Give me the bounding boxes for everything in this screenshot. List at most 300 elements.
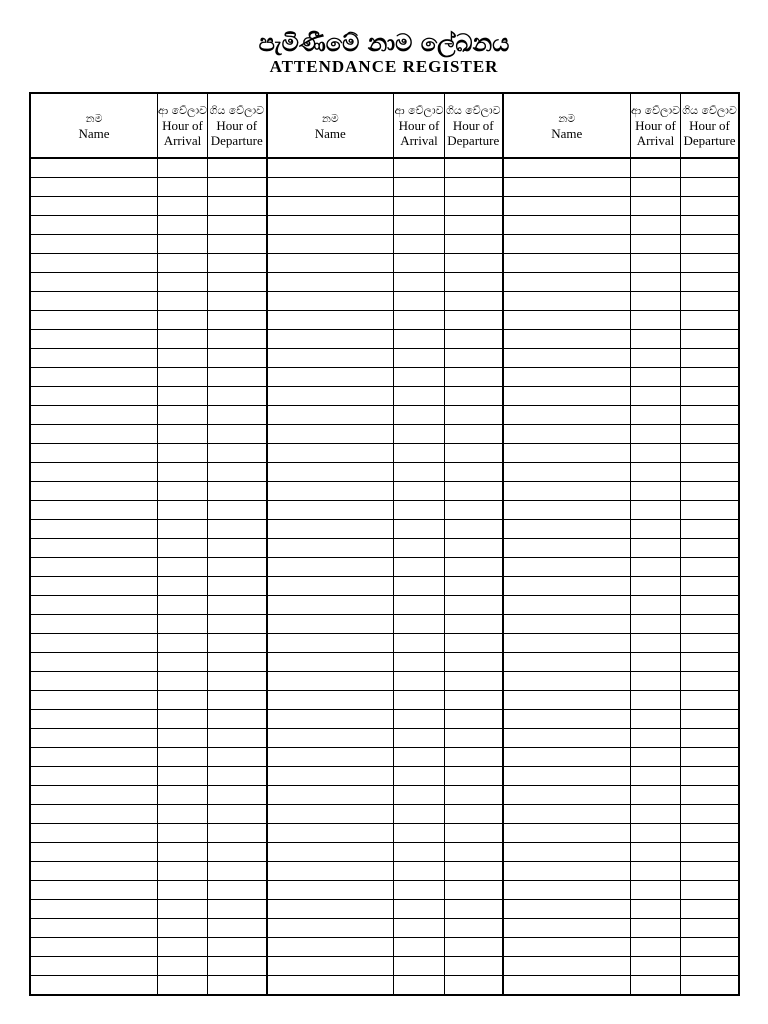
arrival-cell[interactable] bbox=[631, 957, 681, 976]
arrival-cell[interactable] bbox=[631, 539, 681, 558]
departure-cell[interactable] bbox=[208, 273, 267, 292]
departure-cell[interactable] bbox=[681, 520, 739, 539]
name-cell[interactable] bbox=[503, 444, 631, 463]
departure-cell[interactable] bbox=[445, 273, 503, 292]
arrival-cell[interactable] bbox=[394, 672, 445, 691]
arrival-cell[interactable] bbox=[158, 596, 208, 615]
departure-cell[interactable] bbox=[445, 881, 503, 900]
name-cell[interactable] bbox=[267, 767, 394, 786]
name-cell[interactable] bbox=[267, 254, 394, 273]
departure-cell[interactable] bbox=[681, 349, 739, 368]
name-cell[interactable] bbox=[503, 273, 631, 292]
name-cell[interactable] bbox=[31, 634, 158, 653]
arrival-cell[interactable] bbox=[158, 349, 208, 368]
name-cell[interactable] bbox=[267, 919, 394, 938]
name-cell[interactable] bbox=[503, 596, 631, 615]
departure-cell[interactable] bbox=[445, 197, 503, 216]
name-cell[interactable] bbox=[267, 178, 394, 197]
arrival-cell[interactable] bbox=[158, 767, 208, 786]
name-cell[interactable] bbox=[267, 482, 394, 501]
departure-cell[interactable] bbox=[681, 786, 739, 805]
arrival-cell[interactable] bbox=[158, 197, 208, 216]
departure-cell[interactable] bbox=[445, 805, 503, 824]
departure-cell[interactable] bbox=[445, 520, 503, 539]
departure-cell[interactable] bbox=[445, 596, 503, 615]
name-cell[interactable] bbox=[503, 539, 631, 558]
departure-cell[interactable] bbox=[445, 843, 503, 862]
name-cell[interactable] bbox=[503, 824, 631, 843]
arrival-cell[interactable] bbox=[631, 216, 681, 235]
arrival-cell[interactable] bbox=[631, 691, 681, 710]
arrival-cell[interactable] bbox=[394, 216, 445, 235]
name-cell[interactable] bbox=[267, 710, 394, 729]
departure-cell[interactable] bbox=[208, 824, 267, 843]
name-cell[interactable] bbox=[31, 976, 158, 995]
departure-cell[interactable] bbox=[208, 691, 267, 710]
departure-cell[interactable] bbox=[208, 577, 267, 596]
arrival-cell[interactable] bbox=[631, 254, 681, 273]
departure-cell[interactable] bbox=[445, 957, 503, 976]
name-cell[interactable] bbox=[31, 900, 158, 919]
departure-cell[interactable] bbox=[681, 957, 739, 976]
departure-cell[interactable] bbox=[208, 216, 267, 235]
name-cell[interactable] bbox=[267, 596, 394, 615]
arrival-cell[interactable] bbox=[631, 292, 681, 311]
name-cell[interactable] bbox=[267, 349, 394, 368]
name-cell[interactable] bbox=[267, 786, 394, 805]
name-cell[interactable] bbox=[31, 767, 158, 786]
arrival-cell[interactable] bbox=[631, 938, 681, 957]
arrival-cell[interactable] bbox=[631, 881, 681, 900]
departure-cell[interactable] bbox=[208, 672, 267, 691]
departure-cell[interactable] bbox=[445, 158, 503, 178]
arrival-cell[interactable] bbox=[158, 653, 208, 672]
name-cell[interactable] bbox=[31, 235, 158, 254]
departure-cell[interactable] bbox=[208, 957, 267, 976]
departure-cell[interactable] bbox=[208, 843, 267, 862]
departure-cell[interactable] bbox=[445, 425, 503, 444]
departure-cell[interactable] bbox=[208, 786, 267, 805]
departure-cell[interactable] bbox=[681, 710, 739, 729]
arrival-cell[interactable] bbox=[394, 539, 445, 558]
name-cell[interactable] bbox=[31, 691, 158, 710]
arrival-cell[interactable] bbox=[158, 805, 208, 824]
name-cell[interactable] bbox=[31, 558, 158, 577]
departure-cell[interactable] bbox=[681, 900, 739, 919]
name-cell[interactable] bbox=[503, 672, 631, 691]
arrival-cell[interactable] bbox=[394, 349, 445, 368]
name-cell[interactable] bbox=[267, 330, 394, 349]
departure-cell[interactable] bbox=[681, 311, 739, 330]
name-cell[interactable] bbox=[31, 463, 158, 482]
departure-cell[interactable] bbox=[208, 330, 267, 349]
arrival-cell[interactable] bbox=[394, 843, 445, 862]
arrival-cell[interactable] bbox=[631, 615, 681, 634]
arrival-cell[interactable] bbox=[394, 368, 445, 387]
departure-cell[interactable] bbox=[445, 824, 503, 843]
departure-cell[interactable] bbox=[208, 615, 267, 634]
departure-cell[interactable] bbox=[445, 463, 503, 482]
departure-cell[interactable] bbox=[445, 444, 503, 463]
departure-cell[interactable] bbox=[445, 501, 503, 520]
departure-cell[interactable] bbox=[681, 615, 739, 634]
arrival-cell[interactable] bbox=[394, 805, 445, 824]
name-cell[interactable] bbox=[267, 976, 394, 995]
departure-cell[interactable] bbox=[445, 938, 503, 957]
departure-cell[interactable] bbox=[445, 311, 503, 330]
departure-cell[interactable] bbox=[208, 900, 267, 919]
departure-cell[interactable] bbox=[445, 900, 503, 919]
departure-cell[interactable] bbox=[208, 862, 267, 881]
departure-cell[interactable] bbox=[445, 330, 503, 349]
departure-cell[interactable] bbox=[681, 292, 739, 311]
arrival-cell[interactable] bbox=[394, 900, 445, 919]
arrival-cell[interactable] bbox=[631, 558, 681, 577]
departure-cell[interactable] bbox=[208, 235, 267, 254]
departure-cell[interactable] bbox=[208, 178, 267, 197]
arrival-cell[interactable] bbox=[158, 501, 208, 520]
arrival-cell[interactable] bbox=[158, 615, 208, 634]
arrival-cell[interactable] bbox=[158, 729, 208, 748]
arrival-cell[interactable] bbox=[158, 691, 208, 710]
arrival-cell[interactable] bbox=[158, 178, 208, 197]
arrival-cell[interactable] bbox=[631, 824, 681, 843]
name-cell[interactable] bbox=[31, 786, 158, 805]
arrival-cell[interactable] bbox=[631, 463, 681, 482]
departure-cell[interactable] bbox=[208, 805, 267, 824]
arrival-cell[interactable] bbox=[158, 482, 208, 501]
departure-cell[interactable] bbox=[208, 349, 267, 368]
name-cell[interactable] bbox=[31, 330, 158, 349]
name-cell[interactable] bbox=[503, 634, 631, 653]
departure-cell[interactable] bbox=[208, 463, 267, 482]
departure-cell[interactable] bbox=[445, 387, 503, 406]
arrival-cell[interactable] bbox=[631, 786, 681, 805]
departure-cell[interactable] bbox=[445, 216, 503, 235]
arrival-cell[interactable] bbox=[631, 653, 681, 672]
departure-cell[interactable] bbox=[208, 425, 267, 444]
name-cell[interactable] bbox=[503, 292, 631, 311]
arrival-cell[interactable] bbox=[158, 672, 208, 691]
arrival-cell[interactable] bbox=[394, 767, 445, 786]
arrival-cell[interactable] bbox=[394, 786, 445, 805]
name-cell[interactable] bbox=[267, 273, 394, 292]
arrival-cell[interactable] bbox=[631, 425, 681, 444]
departure-cell[interactable] bbox=[445, 349, 503, 368]
name-cell[interactable] bbox=[503, 178, 631, 197]
departure-cell[interactable] bbox=[445, 919, 503, 938]
departure-cell[interactable] bbox=[681, 691, 739, 710]
departure-cell[interactable] bbox=[681, 558, 739, 577]
departure-cell[interactable] bbox=[681, 425, 739, 444]
name-cell[interactable] bbox=[267, 425, 394, 444]
departure-cell[interactable] bbox=[208, 311, 267, 330]
arrival-cell[interactable] bbox=[631, 235, 681, 254]
arrival-cell[interactable] bbox=[158, 425, 208, 444]
departure-cell[interactable] bbox=[208, 748, 267, 767]
departure-cell[interactable] bbox=[681, 805, 739, 824]
arrival-cell[interactable] bbox=[631, 748, 681, 767]
departure-cell[interactable] bbox=[681, 596, 739, 615]
name-cell[interactable] bbox=[267, 577, 394, 596]
arrival-cell[interactable] bbox=[394, 292, 445, 311]
departure-cell[interactable] bbox=[445, 577, 503, 596]
name-cell[interactable] bbox=[31, 881, 158, 900]
name-cell[interactable] bbox=[267, 216, 394, 235]
arrival-cell[interactable] bbox=[394, 653, 445, 672]
name-cell[interactable] bbox=[503, 463, 631, 482]
departure-cell[interactable] bbox=[208, 501, 267, 520]
name-cell[interactable] bbox=[267, 862, 394, 881]
name-cell[interactable] bbox=[267, 824, 394, 843]
arrival-cell[interactable] bbox=[394, 881, 445, 900]
name-cell[interactable] bbox=[267, 634, 394, 653]
departure-cell[interactable] bbox=[208, 158, 267, 178]
name-cell[interactable] bbox=[267, 900, 394, 919]
departure-cell[interactable] bbox=[208, 387, 267, 406]
arrival-cell[interactable] bbox=[158, 938, 208, 957]
name-cell[interactable] bbox=[503, 653, 631, 672]
departure-cell[interactable] bbox=[208, 634, 267, 653]
departure-cell[interactable] bbox=[208, 729, 267, 748]
departure-cell[interactable] bbox=[681, 919, 739, 938]
arrival-cell[interactable] bbox=[394, 577, 445, 596]
arrival-cell[interactable] bbox=[631, 672, 681, 691]
name-cell[interactable] bbox=[31, 843, 158, 862]
name-cell[interactable] bbox=[503, 919, 631, 938]
departure-cell[interactable] bbox=[208, 482, 267, 501]
name-cell[interactable] bbox=[503, 843, 631, 862]
arrival-cell[interactable] bbox=[394, 330, 445, 349]
name-cell[interactable] bbox=[267, 843, 394, 862]
departure-cell[interactable] bbox=[208, 653, 267, 672]
departure-cell[interactable] bbox=[208, 976, 267, 995]
name-cell[interactable] bbox=[503, 729, 631, 748]
name-cell[interactable] bbox=[503, 786, 631, 805]
departure-cell[interactable] bbox=[208, 368, 267, 387]
arrival-cell[interactable] bbox=[394, 919, 445, 938]
arrival-cell[interactable] bbox=[158, 387, 208, 406]
departure-cell[interactable] bbox=[681, 862, 739, 881]
departure-cell[interactable] bbox=[445, 976, 503, 995]
arrival-cell[interactable] bbox=[394, 482, 445, 501]
arrival-cell[interactable] bbox=[394, 862, 445, 881]
departure-cell[interactable] bbox=[208, 539, 267, 558]
arrival-cell[interactable] bbox=[631, 919, 681, 938]
arrival-cell[interactable] bbox=[394, 710, 445, 729]
arrival-cell[interactable] bbox=[394, 520, 445, 539]
departure-cell[interactable] bbox=[681, 881, 739, 900]
departure-cell[interactable] bbox=[681, 368, 739, 387]
departure-cell[interactable] bbox=[208, 919, 267, 938]
name-cell[interactable] bbox=[503, 900, 631, 919]
arrival-cell[interactable] bbox=[394, 558, 445, 577]
departure-cell[interactable] bbox=[208, 254, 267, 273]
departure-cell[interactable] bbox=[445, 710, 503, 729]
departure-cell[interactable] bbox=[681, 273, 739, 292]
arrival-cell[interactable] bbox=[394, 824, 445, 843]
name-cell[interactable] bbox=[267, 672, 394, 691]
arrival-cell[interactable] bbox=[631, 862, 681, 881]
departure-cell[interactable] bbox=[445, 292, 503, 311]
departure-cell[interactable] bbox=[681, 197, 739, 216]
arrival-cell[interactable] bbox=[394, 254, 445, 273]
name-cell[interactable] bbox=[503, 387, 631, 406]
name-cell[interactable] bbox=[31, 197, 158, 216]
arrival-cell[interactable] bbox=[631, 729, 681, 748]
departure-cell[interactable] bbox=[681, 330, 739, 349]
arrival-cell[interactable] bbox=[394, 235, 445, 254]
departure-cell[interactable] bbox=[445, 748, 503, 767]
name-cell[interactable] bbox=[503, 254, 631, 273]
name-cell[interactable] bbox=[267, 197, 394, 216]
name-cell[interactable] bbox=[267, 158, 394, 178]
departure-cell[interactable] bbox=[681, 406, 739, 425]
name-cell[interactable] bbox=[503, 957, 631, 976]
name-cell[interactable] bbox=[31, 425, 158, 444]
arrival-cell[interactable] bbox=[158, 311, 208, 330]
name-cell[interactable] bbox=[503, 748, 631, 767]
arrival-cell[interactable] bbox=[631, 976, 681, 995]
name-cell[interactable] bbox=[503, 615, 631, 634]
departure-cell[interactable] bbox=[681, 158, 739, 178]
departure-cell[interactable] bbox=[681, 653, 739, 672]
departure-cell[interactable] bbox=[681, 843, 739, 862]
arrival-cell[interactable] bbox=[631, 387, 681, 406]
name-cell[interactable] bbox=[31, 596, 158, 615]
name-cell[interactable] bbox=[503, 501, 631, 520]
name-cell[interactable] bbox=[31, 862, 158, 881]
name-cell[interactable] bbox=[503, 862, 631, 881]
arrival-cell[interactable] bbox=[158, 900, 208, 919]
arrival-cell[interactable] bbox=[394, 615, 445, 634]
arrival-cell[interactable] bbox=[394, 387, 445, 406]
name-cell[interactable] bbox=[31, 520, 158, 539]
departure-cell[interactable] bbox=[208, 596, 267, 615]
arrival-cell[interactable] bbox=[631, 406, 681, 425]
name-cell[interactable] bbox=[267, 406, 394, 425]
name-cell[interactable] bbox=[31, 368, 158, 387]
name-cell[interactable] bbox=[31, 577, 158, 596]
arrival-cell[interactable] bbox=[394, 634, 445, 653]
arrival-cell[interactable] bbox=[158, 558, 208, 577]
departure-cell[interactable] bbox=[208, 938, 267, 957]
departure-cell[interactable] bbox=[681, 767, 739, 786]
departure-cell[interactable] bbox=[445, 767, 503, 786]
name-cell[interactable] bbox=[267, 387, 394, 406]
departure-cell[interactable] bbox=[208, 520, 267, 539]
departure-cell[interactable] bbox=[681, 235, 739, 254]
departure-cell[interactable] bbox=[681, 539, 739, 558]
name-cell[interactable] bbox=[503, 425, 631, 444]
name-cell[interactable] bbox=[267, 311, 394, 330]
arrival-cell[interactable] bbox=[158, 881, 208, 900]
name-cell[interactable] bbox=[267, 558, 394, 577]
arrival-cell[interactable] bbox=[631, 634, 681, 653]
arrival-cell[interactable] bbox=[158, 577, 208, 596]
name-cell[interactable] bbox=[31, 824, 158, 843]
arrival-cell[interactable] bbox=[394, 311, 445, 330]
departure-cell[interactable] bbox=[208, 406, 267, 425]
arrival-cell[interactable] bbox=[394, 178, 445, 197]
name-cell[interactable] bbox=[503, 235, 631, 254]
name-cell[interactable] bbox=[267, 615, 394, 634]
name-cell[interactable] bbox=[31, 444, 158, 463]
departure-cell[interactable] bbox=[208, 710, 267, 729]
arrival-cell[interactable] bbox=[394, 501, 445, 520]
arrival-cell[interactable] bbox=[394, 197, 445, 216]
arrival-cell[interactable] bbox=[631, 158, 681, 178]
name-cell[interactable] bbox=[267, 539, 394, 558]
departure-cell[interactable] bbox=[681, 387, 739, 406]
departure-cell[interactable] bbox=[208, 767, 267, 786]
name-cell[interactable] bbox=[267, 368, 394, 387]
name-cell[interactable] bbox=[503, 710, 631, 729]
arrival-cell[interactable] bbox=[158, 444, 208, 463]
name-cell[interactable] bbox=[267, 501, 394, 520]
arrival-cell[interactable] bbox=[631, 273, 681, 292]
arrival-cell[interactable] bbox=[631, 482, 681, 501]
name-cell[interactable] bbox=[31, 387, 158, 406]
departure-cell[interactable] bbox=[445, 653, 503, 672]
departure-cell[interactable] bbox=[208, 292, 267, 311]
name-cell[interactable] bbox=[31, 273, 158, 292]
arrival-cell[interactable] bbox=[394, 976, 445, 995]
departure-cell[interactable] bbox=[681, 824, 739, 843]
departure-cell[interactable] bbox=[681, 729, 739, 748]
name-cell[interactable] bbox=[31, 482, 158, 501]
arrival-cell[interactable] bbox=[394, 748, 445, 767]
arrival-cell[interactable] bbox=[631, 843, 681, 862]
name-cell[interactable] bbox=[503, 520, 631, 539]
name-cell[interactable] bbox=[31, 406, 158, 425]
arrival-cell[interactable] bbox=[158, 957, 208, 976]
arrival-cell[interactable] bbox=[158, 539, 208, 558]
name-cell[interactable] bbox=[31, 501, 158, 520]
name-cell[interactable] bbox=[267, 957, 394, 976]
arrival-cell[interactable] bbox=[394, 729, 445, 748]
departure-cell[interactable] bbox=[445, 482, 503, 501]
departure-cell[interactable] bbox=[445, 178, 503, 197]
departure-cell[interactable] bbox=[681, 178, 739, 197]
arrival-cell[interactable] bbox=[394, 596, 445, 615]
arrival-cell[interactable] bbox=[631, 330, 681, 349]
departure-cell[interactable] bbox=[445, 539, 503, 558]
name-cell[interactable] bbox=[31, 292, 158, 311]
departure-cell[interactable] bbox=[681, 748, 739, 767]
departure-cell[interactable] bbox=[445, 634, 503, 653]
arrival-cell[interactable] bbox=[158, 406, 208, 425]
arrival-cell[interactable] bbox=[394, 406, 445, 425]
name-cell[interactable] bbox=[267, 653, 394, 672]
departure-cell[interactable] bbox=[681, 634, 739, 653]
name-cell[interactable] bbox=[503, 216, 631, 235]
arrival-cell[interactable] bbox=[158, 463, 208, 482]
arrival-cell[interactable] bbox=[158, 748, 208, 767]
departure-cell[interactable] bbox=[445, 235, 503, 254]
departure-cell[interactable] bbox=[445, 729, 503, 748]
arrival-cell[interactable] bbox=[158, 292, 208, 311]
name-cell[interactable] bbox=[267, 748, 394, 767]
arrival-cell[interactable] bbox=[631, 596, 681, 615]
arrival-cell[interactable] bbox=[631, 178, 681, 197]
name-cell[interactable] bbox=[31, 158, 158, 178]
name-cell[interactable] bbox=[267, 292, 394, 311]
arrival-cell[interactable] bbox=[631, 311, 681, 330]
arrival-cell[interactable] bbox=[394, 444, 445, 463]
departure-cell[interactable] bbox=[445, 368, 503, 387]
name-cell[interactable] bbox=[31, 672, 158, 691]
